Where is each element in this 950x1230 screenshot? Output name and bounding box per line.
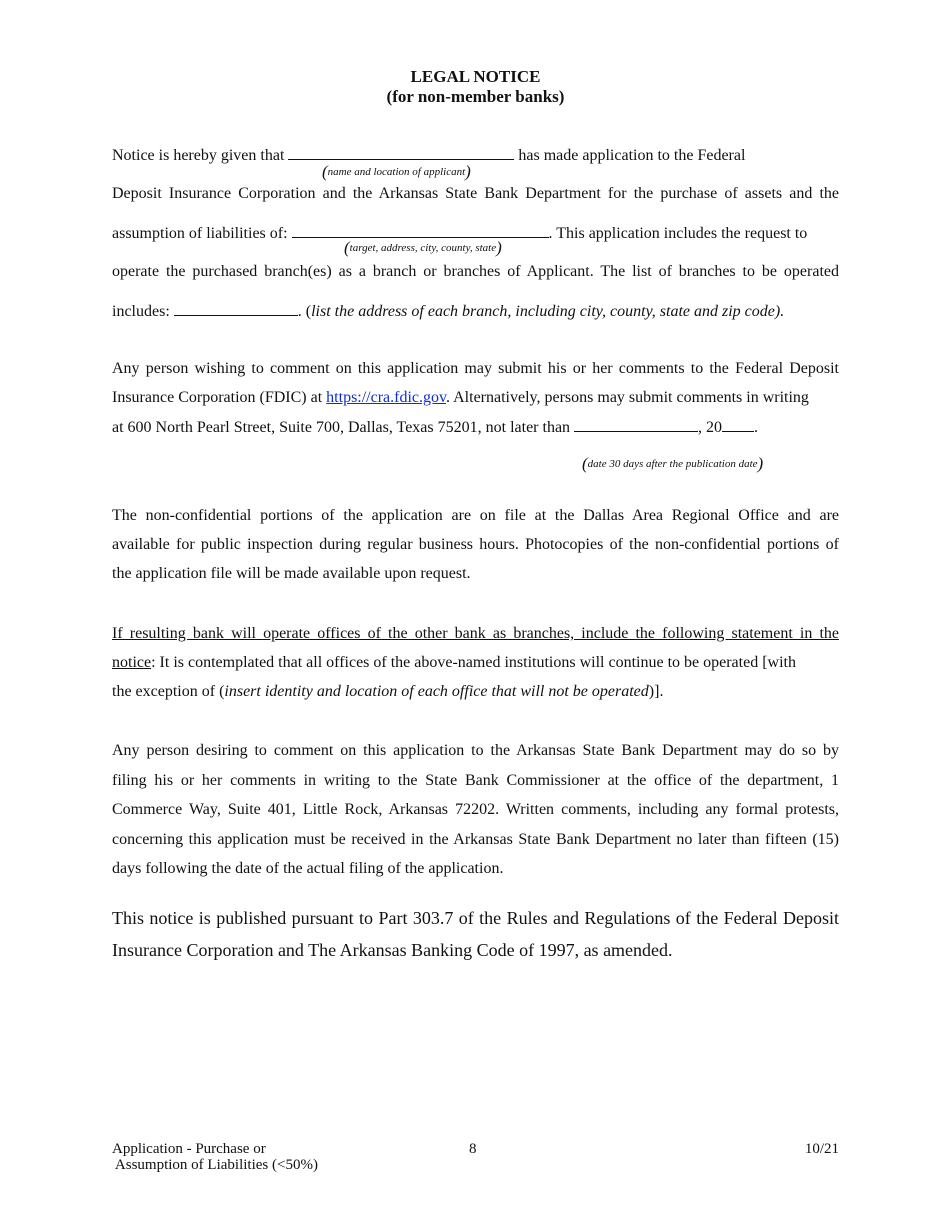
applicant-blank	[288, 145, 514, 160]
p1-line2: Deposit Insurance Corporation and the Arkansas State Bank Department for the purchase of assets and the	[112, 185, 839, 202]
p6-line2: Insurance Corporation and The Arkansas Banking Code of 1997, as amended.	[112, 940, 673, 960]
p3-line2: available for public inspection during regular business hours. Photocopies of the non-confidential portions of	[112, 536, 839, 553]
p1-line4: operate the purchased branch(es) as a branch or branches of Applicant. The list of branches to be operated	[112, 263, 839, 280]
target-blank	[292, 223, 549, 238]
p1-line1: Notice is hereby given that has made application to the Federal	[112, 147, 746, 164]
fdic-link[interactable]: https://cra.fdic.gov	[326, 389, 446, 406]
footer-form-name-line1: Application - Purchase or	[112, 1141, 266, 1157]
footer-revision-date: 10/21	[804, 1141, 839, 1157]
p3-line3: the application file will be made available upon request.	[112, 565, 471, 582]
p4-line1: If resulting bank will operate offices of the other bank as branches, include the following statement in the	[112, 625, 839, 642]
footer-page-number: 8	[469, 1141, 477, 1157]
notice-subtitle: (for non-member banks)	[386, 87, 565, 106]
caption-date: (date 30 days after the publication date)	[582, 454, 764, 473]
notice-title: LEGAL NOTICE	[410, 67, 541, 86]
year-blank	[722, 417, 754, 432]
caption-target: (target, address, city, county, state)	[344, 238, 502, 257]
p5-line4: concerning this application must be received in the Arkansas State Bank Department no later than fifteen (15)	[112, 831, 839, 848]
p3-line1: The non-confidential portions of the application are on file at the Dallas Area Regional Office and are	[112, 507, 839, 524]
p1-line5: includes: . (list the address of each branch, including city, county, state and zip code).	[112, 303, 785, 320]
p5-line5: days following the date of the actual filing of the application.	[112, 860, 504, 877]
footer-form-name-line2: Assumption of Liabilities (<50%)	[112, 1157, 318, 1173]
date-blank	[574, 417, 698, 432]
p1-line3: assumption of liabilities of: . This application includes the request to	[112, 225, 808, 242]
p2-line1: Any person wishing to comment on this application may submit his or her comments to the Federal Deposit	[112, 360, 839, 377]
caption-applicant: (name and location of applicant)	[322, 162, 471, 181]
p5-line2: filing his or her comments in writing to the State Bank Commissioner at the office of the department, 1	[112, 772, 839, 789]
p6-line1: This notice is published pursuant to Part 303.7 of the Rules and Regulations of the Federal Deposit	[112, 908, 839, 928]
p4-line3: the exception of (insert identity and location of each office that will not be operated)].	[112, 683, 664, 700]
p4-line2: notice: It is contemplated that all offices of the above-named institutions will continue to be operated [with	[112, 654, 796, 671]
p2-line2: Insurance Corporation (FDIC) at https://cra.fdic.gov. Alternatively, persons may submit comments in writing	[112, 389, 809, 406]
branches-blank	[174, 301, 298, 316]
p5-line3: Commerce Way, Suite 401, Little Rock, Arkansas 72202. Written comments, including any formal protests,	[112, 801, 839, 818]
p2-line3: at 600 North Pearl Street, Suite 700, Dallas, Texas 75201, not later than , 20 .	[112, 419, 759, 436]
p5-line1: Any person desiring to comment on this application to the Arkansas State Bank Department may do so by	[112, 742, 839, 759]
